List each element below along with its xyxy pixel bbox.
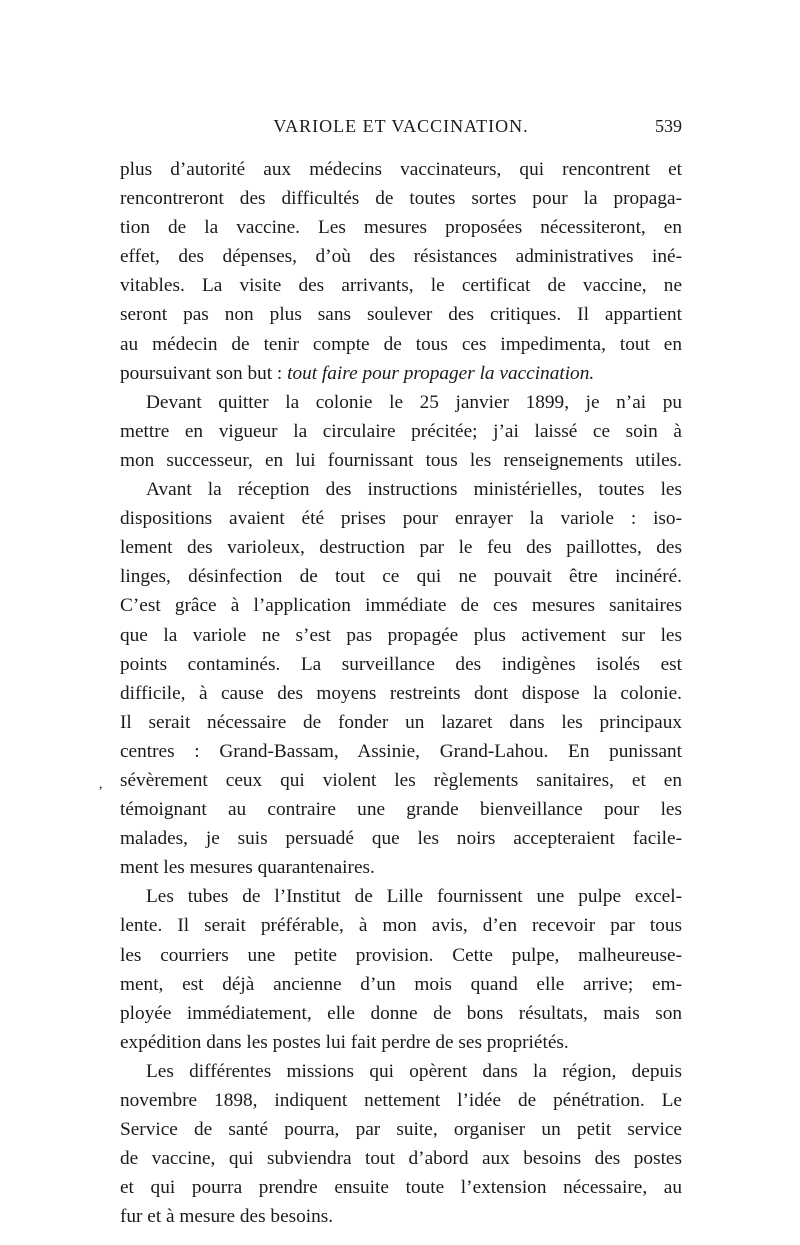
page-number: 539 [655, 116, 682, 136]
text-line: C’est grâce à l’application immédiate de ces mesures sanitaires [120, 595, 682, 617]
text-line: de vaccine, qui subviendra tout d’abord aux besoins des postes [120, 1148, 682, 1170]
text-line: les courriers une petite provision. Cette pulpe, malheureuse- [120, 944, 682, 966]
text-line: lement des varioleux, destruction par le feu des paillottes, des [120, 537, 682, 559]
running-header [120, 116, 682, 142]
text-line: effet, des dépenses, d’où des résistances administratives iné- [120, 246, 682, 268]
text-line: vitables. La visite des arrivants, le certificat de vaccine, ne [120, 275, 682, 297]
text-line: novembre 1898, indiquent nettement l’idée de pénétration. Le [120, 1090, 682, 1111]
text-line: et qui pourra prendre ensuite toute l’extension nécessaire, au [120, 1177, 682, 1199]
text-line: au médecin de tenir compte de tous ces impedimenta, tout en [120, 333, 682, 355]
text-line: difficile, à cause des moyens restreints dont dispose la colonie. [120, 682, 682, 704]
text-line: Les tubes de l’Institut de Lille fournissent une pulpe excel- [146, 886, 682, 908]
text-line: malades, je suis persuadé que les noirs accepteraient facile- [120, 828, 682, 850]
text-line: ment, est déjà ancienne d’un mois quand elle arrive; em- [120, 973, 682, 995]
text-line: mettre en vigueur la circulaire précitée; j’ai laissé ce soin à [120, 420, 682, 442]
text-line: ment les mesures quarantenaires. [120, 857, 375, 879]
text-line: expédition dans les postes lui fait perdre de ses propriétés. [120, 1031, 569, 1053]
text-line: Service de santé pourra, par suite, organiser un petit service [120, 1119, 682, 1141]
text-line: mon successeur, en lui fournissant tous les renseignements utiles. [120, 449, 682, 471]
text-line: Avant la réception des instructions ministérielles, toutes les [146, 479, 682, 501]
text-line: poursuivant son but : [120, 362, 288, 384]
text-line: que la variole ne s’est pas propagée plus activement sur les [120, 624, 682, 646]
text-line-with-italic [120, 359, 682, 388]
text-line: Il serait nécessaire de fonder un lazaret dans les principaux [120, 711, 682, 733]
body-text [120, 155, 682, 1231]
text-line: Les différentes missions qui opèrent dans la région, depuis [146, 1060, 682, 1082]
text-line: seront pas non plus sans soulever des critiques. Il appartient [120, 304, 682, 326]
text-line: linges, désinfection de tout ce qui ne pouvait être incinéré. [120, 566, 682, 588]
margin-mark: , [99, 777, 103, 792]
text-line: Devant quitter la colonie le 25 janvier 1899, je n’ai pu [146, 391, 682, 413]
text-line: ployée immédiatement, elle donne de bons résultats, mais son [120, 1002, 682, 1024]
text-line: rencontreront des difficultés de toutes sortes pour la propaga- [120, 188, 682, 210]
italic-phrase: tout faire pour propager la vaccination. [287, 362, 595, 384]
text-line: sévèrement ceux qui violent les règlements sanitaires, et en [120, 769, 682, 791]
text-line: dispositions avaient été prises pour enrayer la variole : iso- [120, 508, 682, 530]
text-line: lente. Il serait préférable, à mon avis, d’en recevoir par tous [120, 915, 682, 937]
text-line: témoignant au contraire une grande bienveillance pour les [120, 799, 682, 821]
text-line: fur et à mesure des besoins. [120, 1206, 334, 1228]
text-line: tion de la vaccine. Les mesures proposées nécessiteront, en [120, 217, 682, 239]
header-title: VARIOLE ET VACCINATION. [273, 116, 529, 136]
text-line: centres : Grand-Bassam, Assinie, Grand-Lahou. En punissant [120, 740, 682, 762]
text-line: points contaminés. La surveillance des indigènes isolés est [120, 653, 682, 675]
text-line: plus d’autorité aux médecins vaccinateurs, qui rencontrent et [120, 159, 682, 180]
